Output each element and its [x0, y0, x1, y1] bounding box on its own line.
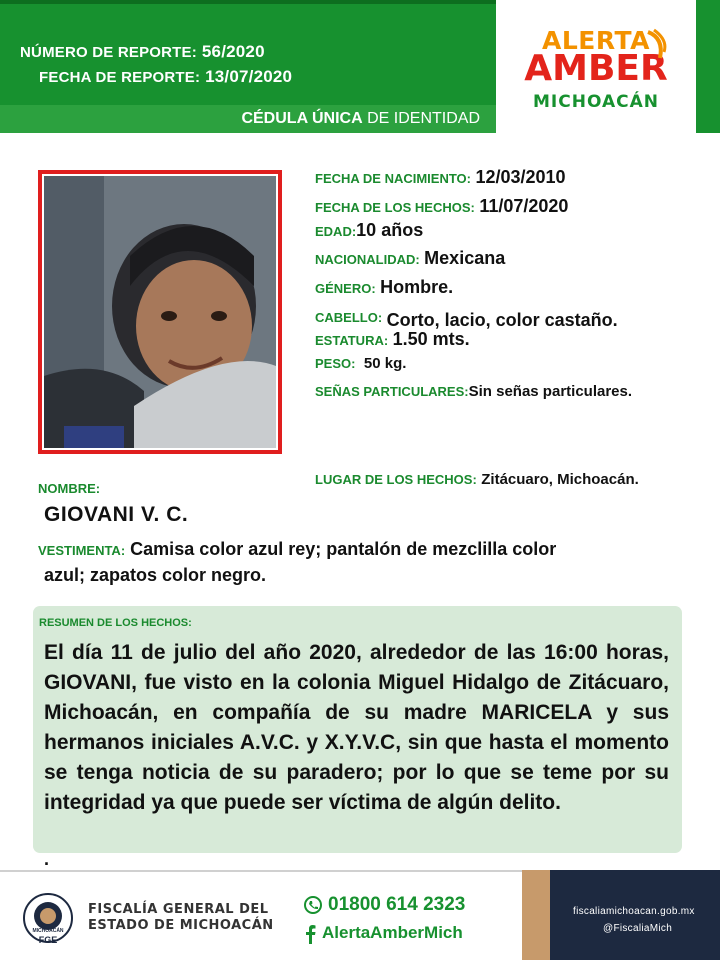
facebook-handle: AlertaAmberMich — [322, 923, 463, 942]
cedula-bar — [0, 105, 496, 133]
detail-label: GÉNERO: — [315, 281, 376, 296]
trailing-dot: . — [44, 849, 50, 869]
report-number-label: NÚMERO DE REPORTE: — [20, 44, 197, 61]
summary-text: El día 11 de julio del año 2020, alrededor de las 16:00 horas, GIOVANI, fue visto en la colonia Miguel Hidalgo de Zitácuaro, Michoacán, en compañía de su madre MARICELA y sus hermanos iniciales A.V.C. y X.Y.V.C, sin que hasta el momento se tenga noticia de su paradero; por lo que se teme por su integridad ya que puede ser víctima de algún delito. — [44, 641, 669, 814]
detail-weight — [315, 355, 406, 373]
logo-michoacan-text: MICHOACÁN — [533, 92, 659, 112]
cedula-title — [241, 110, 480, 128]
cedula-title-rest: DE IDENTIDAD — [367, 110, 480, 127]
website-link[interactable]: fiscaliamichoacan.gob.mx — [573, 906, 695, 917]
summary-box — [33, 606, 682, 853]
clothing-text-1: Camisa color azul rey; pantalón de mezclilla color — [130, 539, 557, 559]
report-date-label: FECHA DE REPORTE: — [39, 69, 201, 86]
detail-birth-date — [315, 167, 566, 188]
phone-contact[interactable] — [304, 894, 465, 916]
summary-label: RESUMEN DE LOS HECHOS: — [39, 617, 192, 629]
detail-height — [315, 329, 470, 350]
detail-value: Corto, lacio, color castaño. — [386, 310, 618, 330]
detail-value: Mexicana — [424, 248, 506, 268]
person-name: GIOVANI V. C. — [44, 503, 189, 526]
signal-wave-icon — [646, 28, 668, 64]
phone-icon — [304, 896, 322, 914]
header-right-strip — [696, 0, 720, 133]
social-handle[interactable]: @FiscaliaMich — [603, 923, 673, 934]
detail-gender — [315, 277, 453, 298]
missing-person-photo — [38, 170, 282, 454]
detail-distinguishing-marks — [315, 383, 632, 401]
detail-value: Sin señas particulares. — [468, 383, 633, 400]
agency-name — [88, 902, 274, 934]
report-date — [39, 67, 292, 87]
phone-number: 01800 614 2323 — [328, 894, 466, 915]
detail-value: 11/07/2020 — [479, 196, 569, 216]
cedula-title-bold: CÉDULA ÚNICA — [241, 110, 363, 127]
report-number-value: 56/2020 — [201, 42, 265, 61]
detail-label: EDAD: — [315, 224, 357, 239]
name-label: NOMBRE: — [38, 481, 101, 496]
detail-label: ESTATURA: — [315, 333, 389, 348]
footer-accent-bar — [522, 870, 550, 960]
clothing-description — [38, 537, 668, 588]
detail-label: SEÑAS PARTICULARES: — [315, 384, 469, 399]
clothing-line-1 — [38, 537, 668, 563]
detail-label: PESO: — [315, 356, 356, 371]
logo-amber-text: AMBER — [524, 48, 668, 89]
agency-line-1: FISCALÍA GENERAL DEL — [88, 902, 269, 917]
logo-alerta-text: ALERTA — [542, 26, 650, 55]
fge-seal-label: FGE — [38, 935, 58, 945]
detail-value: 10 años — [356, 220, 424, 240]
clothing-label: VESTIMENTA: — [38, 543, 126, 558]
detail-label: FECHA DE LOS HECHOS: — [315, 200, 475, 215]
agency-line-2: ESTADO DE MICHOACÁN — [88, 918, 274, 933]
fge-seal-top: MICHOACÁN — [32, 928, 64, 934]
alerta-amber-logo — [496, 0, 696, 133]
detail-label: FECHA DE NACIMIENTO: — [315, 171, 471, 186]
detail-value: Hombre. — [380, 277, 454, 297]
photo-image — [44, 176, 276, 448]
report-date-value: 13/07/2020 — [205, 67, 293, 86]
detail-label: LUGAR DE LOS HECHOS: — [315, 472, 477, 487]
detail-value: Zitácuaro, Michoacán. — [481, 471, 639, 488]
detail-value: 50 kg. — [363, 355, 407, 372]
detail-nationality — [315, 248, 505, 269]
detail-label: CABELLO: — [315, 310, 383, 325]
facebook-contact[interactable] — [304, 923, 463, 944]
child-portrait-icon — [44, 176, 276, 448]
detail-value: 12/03/2010 — [475, 167, 566, 187]
detail-label: NACIONALIDAD: — [315, 252, 420, 267]
clothing-text-2: azul; zapatos color negro. — [44, 565, 267, 585]
facebook-icon — [304, 924, 316, 944]
detail-event-date — [315, 196, 568, 217]
detail-age — [315, 220, 423, 241]
detail-hair — [315, 306, 618, 330]
detail-event-place — [315, 471, 639, 489]
report-number — [20, 42, 265, 62]
detail-value: 1.50 mts. — [392, 329, 470, 349]
